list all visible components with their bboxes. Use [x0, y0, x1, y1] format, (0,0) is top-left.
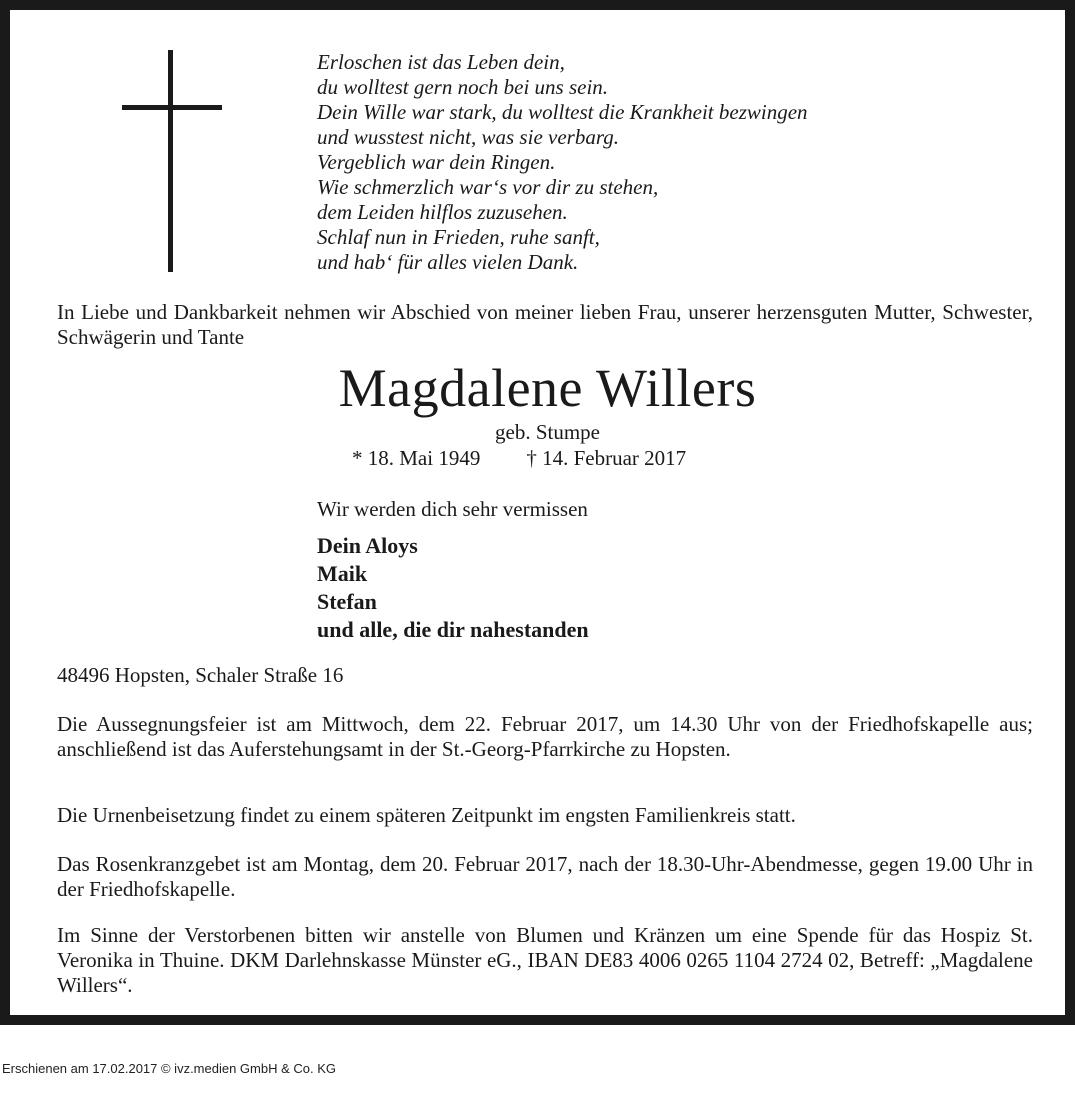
- poem-line: und wusstest nicht, was sie verbarg.: [317, 125, 619, 149]
- urn-burial-info: Die Urnenbeisetzung findet zu einem späteren Zeitpunkt im engsten Familienkreis statt.: [57, 803, 796, 827]
- birth-date: * 18. Mai 1949: [352, 446, 481, 470]
- poem-line: dem Leiden hilflos zuzusehen.: [317, 200, 568, 224]
- cross-icon: [122, 50, 222, 272]
- poem-line: Schlaf nun in Frieden, ruhe sanft,: [317, 225, 600, 249]
- funeral-service-info: Die Aussegnungsfeier ist am Mittwoch, dem 22. Februar 2017, um 14.30 Uhr von der Friedhofskapelle aus; anschließend ist das Auferstehungsamt in der St.-Georg-Pfarrkirche zu Hopsten.: [57, 712, 1033, 761]
- poem-line: Vergeblich war dein Ringen.: [317, 150, 556, 174]
- donation-info: Im Sinne der Verstorbenen bitten wir anstelle von Blumen und Kränzen um eine Spende für das Hospiz St. Veronika in Thuine. DKM Darlehnskasse Münster eG., IBAN DE83 4006 0265 1104 2724 02, Betreff: „Magdalene Willers“.: [57, 923, 1033, 997]
- family-member: Stefan: [317, 589, 377, 614]
- family-member: Maik: [317, 561, 368, 586]
- family-member: und alle, die dir nahestanden: [317, 617, 589, 642]
- miss-line: Wir werden dich sehr vermissen: [317, 497, 588, 521]
- poem: [317, 50, 808, 275]
- poem-line: und hab‘ für alles vielen Dank.: [317, 250, 579, 274]
- deceased-name: Magdalene Willers: [338, 358, 757, 418]
- family-list: [317, 532, 589, 644]
- poem-line: Erloschen ist das Leben dein,: [317, 50, 565, 74]
- address: 48496 Hopsten, Schaler Straße 16: [57, 663, 344, 687]
- family-member: Dein Aloys: [317, 533, 418, 558]
- publication-footer: Erschienen am 17.02.2017 © ivz.medien GmbH & Co. KG: [2, 1061, 337, 1076]
- poem-line: Wie schmerzlich war‘s vor dir zu stehen,: [317, 175, 659, 199]
- rosary-info: Das Rosenkranzgebet ist am Montag, dem 20. Februar 2017, nach der 18.30-Uhr-Abendmesse, gegen 19.00 Uhr in der Friedhofskapelle.: [57, 852, 1033, 901]
- intro-text: In Liebe und Dankbarkeit nehmen wir Abschied von meiner lieben Frau, unserer herzensguten Mutter, Schwester, Schwägerin und Tante: [57, 300, 1033, 349]
- death-date: † 14. Februar 2017: [526, 446, 687, 470]
- poem-line: du wolltest gern noch bei uns sein.: [317, 75, 609, 99]
- maiden-name: geb. Stumpe: [495, 420, 600, 444]
- life-dates: [352, 446, 686, 471]
- poem-line: Dein Wille war stark, du wolltest die Krankheit bezwingen: [317, 100, 808, 124]
